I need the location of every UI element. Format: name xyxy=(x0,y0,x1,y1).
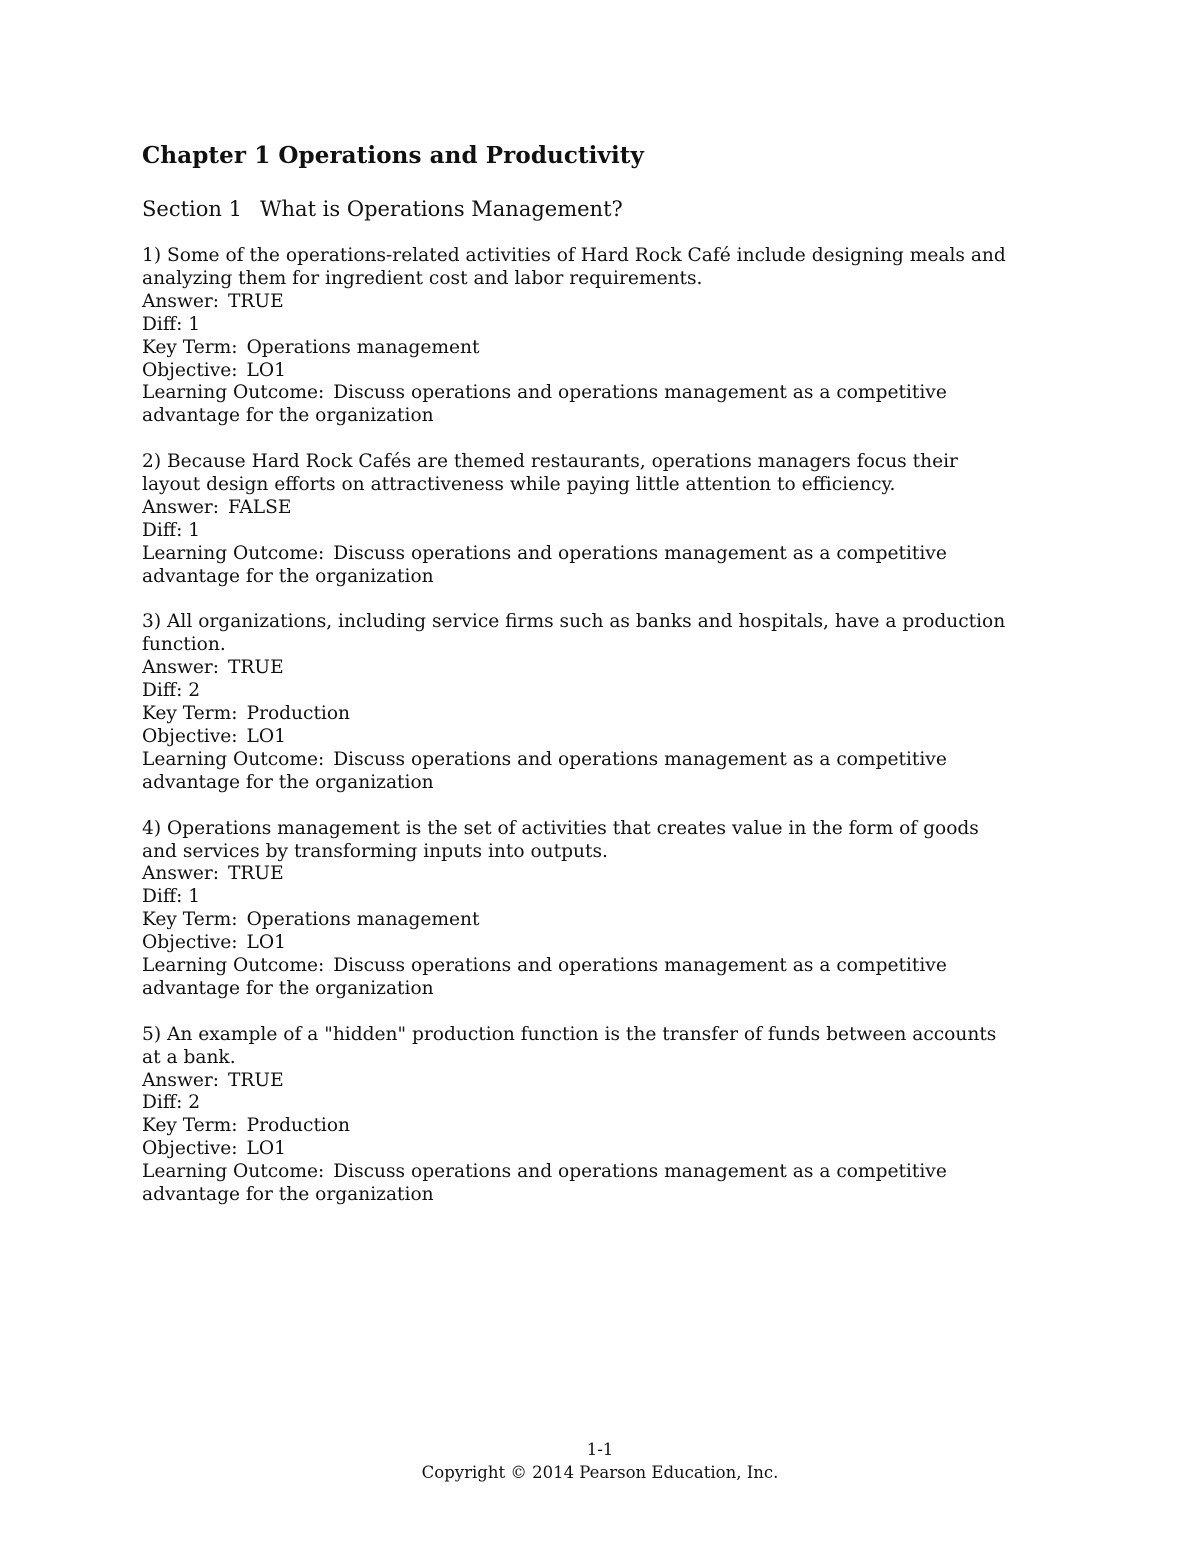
learning-outcome-field xyxy=(142,749,1082,772)
copyright-notice: Copyright © 2014 Pearson Education, Inc. xyxy=(421,1463,779,1482)
learning-outcome-label: Learning Outcome: xyxy=(142,1161,325,1183)
objective-value: LO1 xyxy=(246,932,286,954)
diff-label: Diff: xyxy=(142,313,183,335)
objective-field xyxy=(142,1138,1082,1161)
learning-outcome-continuation: advantage for the organization xyxy=(142,1184,434,1206)
key-term-field xyxy=(142,909,1082,932)
answer-field xyxy=(142,497,1082,520)
learning-outcome-value: Discuss operations and operations management as a competitive xyxy=(333,542,947,564)
question-stem-line: at a bank. xyxy=(142,1046,236,1068)
question-item xyxy=(142,1024,1082,1207)
question-stem-line: layout design efforts on attractiveness while paying little attention to efficiency. xyxy=(142,474,896,496)
answer-value: TRUE xyxy=(228,1069,284,1091)
diff-label: Diff: xyxy=(142,886,183,908)
section-number: Section 1 xyxy=(142,197,242,221)
diff-field xyxy=(142,1092,1082,1115)
learning-outcome-field xyxy=(142,955,1082,978)
question-stem-line: function. xyxy=(142,634,226,656)
diff-value: 1 xyxy=(188,519,201,541)
question-item xyxy=(142,245,1082,428)
section-heading xyxy=(142,195,1082,223)
objective-value: LO1 xyxy=(246,1138,286,1160)
learning-outcome-value: Discuss operations and operations management as a competitive xyxy=(333,748,947,770)
question-stem-line: and services by transforming inputs into outputs. xyxy=(142,840,608,862)
diff-label: Diff: xyxy=(142,1092,183,1114)
key-term-field xyxy=(142,337,1082,360)
diff-label: Diff: xyxy=(142,519,183,541)
key-term-field xyxy=(142,703,1082,726)
objective-label: Objective: xyxy=(142,726,238,747)
diff-field xyxy=(142,520,1082,543)
key-term-value: Operations management xyxy=(246,336,480,358)
page-number: 1-1 xyxy=(586,1440,614,1459)
key-term-label: Key Term: xyxy=(142,1115,238,1137)
learning-outcome-field xyxy=(142,382,1082,405)
objective-value: LO1 xyxy=(246,359,286,381)
learning-outcome-continuation: advantage for the organization xyxy=(142,565,434,587)
answer-label: Answer: xyxy=(142,496,220,518)
answer-field xyxy=(142,863,1082,886)
objective-field xyxy=(142,360,1082,383)
section-title: What is Operations Management? xyxy=(259,197,623,221)
key-term-label: Key Term: xyxy=(142,703,238,725)
chapter-title: Chapter 1 Operations and Productivity xyxy=(142,142,644,169)
objective-value: LO1 xyxy=(246,726,286,747)
learning-outcome-field xyxy=(142,543,1082,566)
objective-field xyxy=(142,726,1082,749)
key-term-label: Key Term: xyxy=(142,336,238,358)
diff-field xyxy=(142,314,1082,337)
diff-value: 2 xyxy=(188,1092,201,1114)
key-term-field xyxy=(142,1115,1082,1138)
page-content xyxy=(142,141,1082,1230)
answer-value: TRUE xyxy=(228,290,284,312)
learning-outcome-continuation: advantage for the organization xyxy=(142,977,434,999)
learning-outcome-value: Discuss operations and operations management as a competitive xyxy=(333,955,947,977)
question-item xyxy=(142,451,1082,588)
objective-field xyxy=(142,932,1082,955)
diff-label: Diff: xyxy=(142,680,183,702)
learning-outcome-label: Learning Outcome: xyxy=(142,382,325,404)
question-stem-line: 4) Operations management is the set of activities that creates value in the form of goods xyxy=(142,817,979,839)
answer-label: Answer: xyxy=(142,657,220,679)
objective-label: Objective: xyxy=(142,359,238,381)
question-item xyxy=(142,818,1082,1001)
question-item xyxy=(142,611,1082,794)
key-term-label: Key Term: xyxy=(142,909,238,931)
diff-value: 1 xyxy=(188,313,201,335)
diff-value: 2 xyxy=(188,680,201,702)
answer-value: TRUE xyxy=(228,657,284,679)
diff-field xyxy=(142,886,1082,909)
answer-field xyxy=(142,657,1082,680)
objective-label: Objective: xyxy=(142,1138,238,1160)
diff-field xyxy=(142,680,1082,703)
question-stem-line: 5) An example of a "hidden" production function is the transfer of funds between accounts xyxy=(142,1023,997,1045)
learning-outcome-label: Learning Outcome: xyxy=(142,542,325,564)
key-term-value: Operations management xyxy=(246,909,480,931)
key-term-value: Production xyxy=(246,1115,351,1137)
diff-value: 1 xyxy=(188,886,201,908)
key-term-value: Production xyxy=(246,703,351,725)
answer-value: TRUE xyxy=(228,863,284,885)
learning-outcome-continuation: advantage for the organization xyxy=(142,771,434,793)
question-stem-line: 3) All organizations, including service firms such as banks and hospitals, have a production xyxy=(142,611,1006,633)
question-stem-line: 1) Some of the operations-related activities of Hard Rock Café include designing meals and xyxy=(142,245,1006,266)
answer-value: FALSE xyxy=(228,496,292,518)
objective-label: Objective: xyxy=(142,932,238,954)
learning-outcome-value: Discuss operations and operations management as a competitive xyxy=(333,382,947,404)
learning-outcome-label: Learning Outcome: xyxy=(142,748,325,770)
answer-label: Answer: xyxy=(142,290,220,312)
answer-label: Answer: xyxy=(142,863,220,885)
learning-outcome-continuation: advantage for the organization xyxy=(142,405,434,427)
answer-field xyxy=(142,291,1082,314)
answer-label: Answer: xyxy=(142,1069,220,1091)
question-stem-line: 2) Because Hard Rock Cafés are themed restaurants, operations managers focus their xyxy=(142,451,958,473)
answer-field xyxy=(142,1070,1082,1093)
learning-outcome-value: Discuss operations and operations management as a competitive xyxy=(333,1161,947,1183)
learning-outcome-field xyxy=(142,1161,1082,1184)
question-stem-line: analyzing them for ingredient cost and labor requirements. xyxy=(142,267,703,289)
learning-outcome-label: Learning Outcome: xyxy=(142,955,325,977)
